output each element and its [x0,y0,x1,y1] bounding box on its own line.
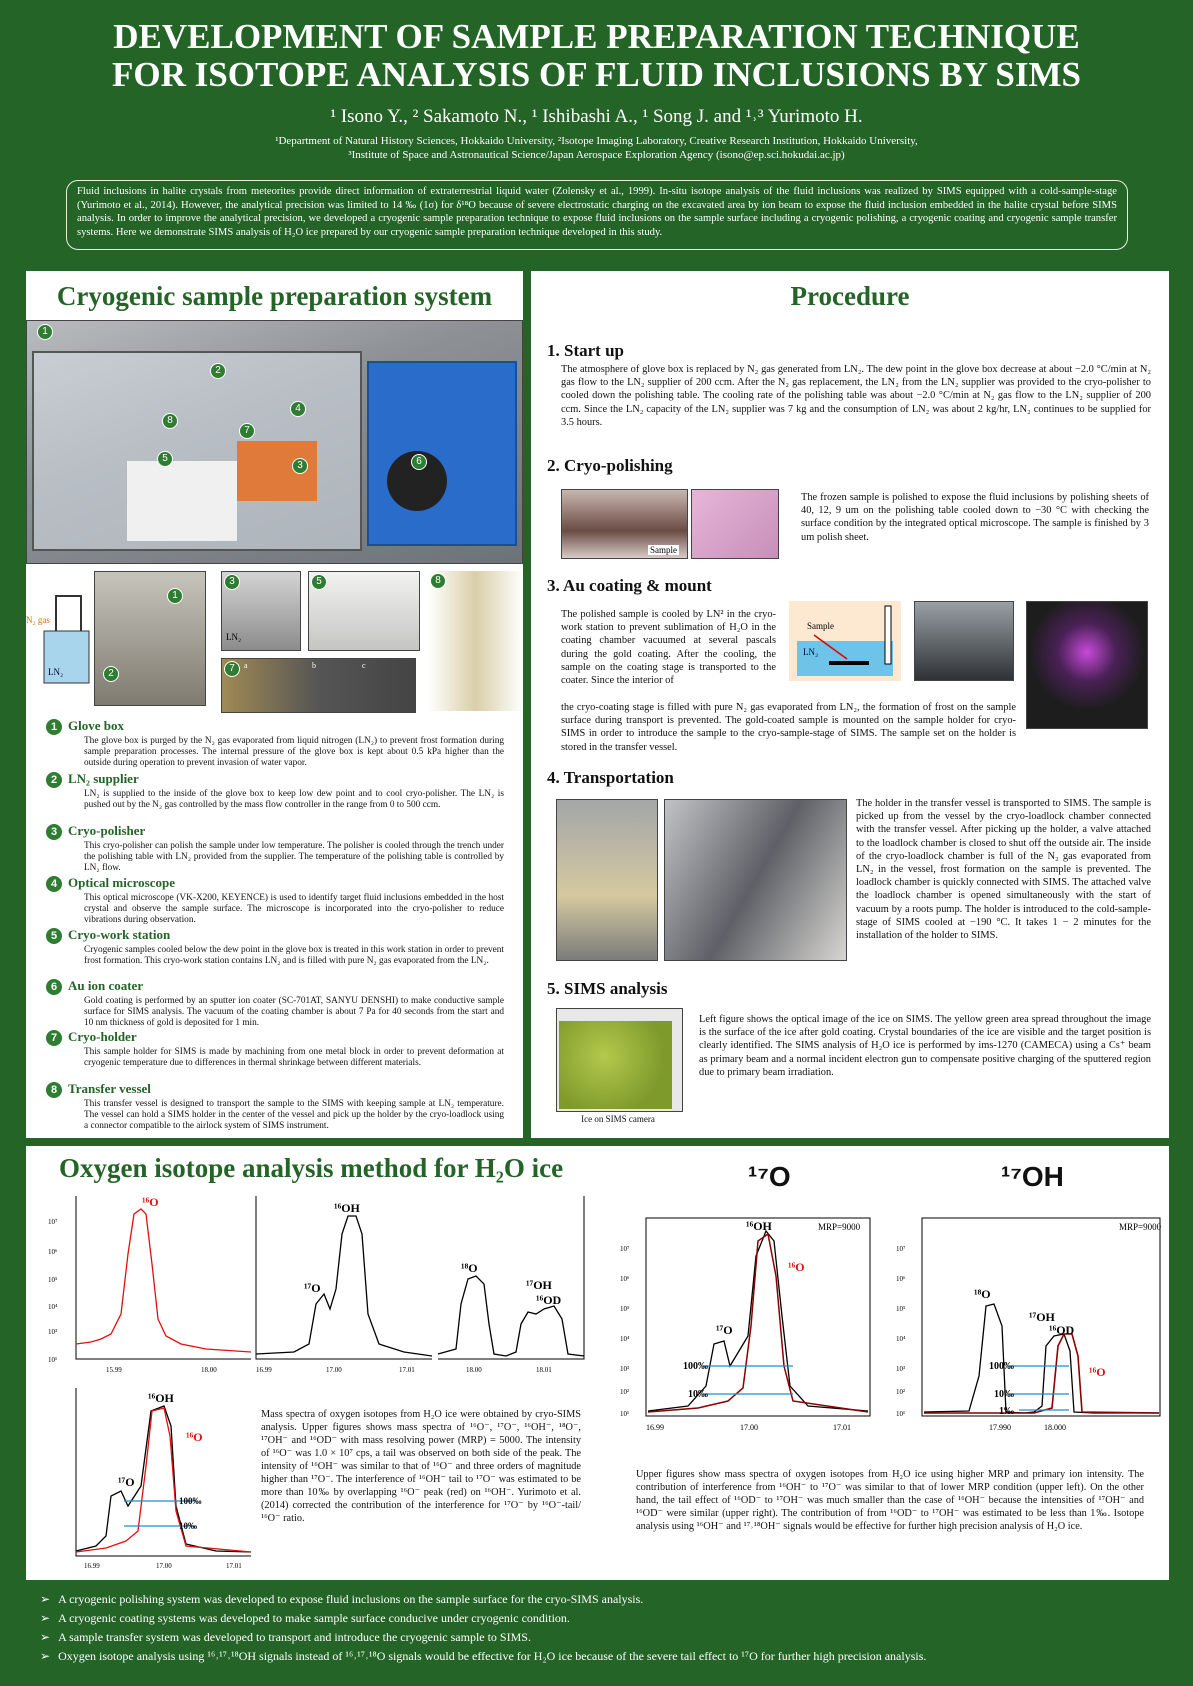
big-17o-label: ¹⁷O [748,1161,791,1192]
spectrum-17o-16oh-trace [256,1216,432,1356]
ln2-supplier-diagram [26,571,96,691]
spectrum-e-16o-label: ¹⁶O [788,1260,805,1274]
glove-box-photo [26,320,523,564]
spectrum-d-16o-label: ¹⁶O [186,1430,203,1444]
spectrum-16o-axes [76,1196,251,1359]
sims-camera-window [556,1008,683,1112]
cryo-polisher-photo [221,571,301,651]
cryo-holder-photos [221,658,416,713]
spectrum-e-y-6: 10² [620,1388,630,1396]
ln2-label: LN₂ [48,667,64,677]
poster-title [0,18,1193,94]
spectrum-e-tick-1: 16.99 [646,1423,664,1432]
procedure-title: Procedure [790,281,910,311]
polisher-closeup-photo [561,489,688,559]
cryogenic-system-panel [26,271,523,1138]
spectrum-e-y-1: 10⁷ [620,1245,630,1253]
spectrum-17o-16oh [254,1194,434,1376]
spectrum-f-y-1: 10⁷ [896,1245,906,1253]
spectrum-b-tick-3: 17.01 [399,1366,415,1374]
gold-coating-plasma-photo [1026,601,1148,729]
spectrum-f-y-2: 10⁶ [896,1275,906,1283]
spectrum-f-100-label: 100‰ [989,1361,1014,1372]
spectrum-f-red-trace [924,1334,1159,1413]
component-4-number: 4 [46,876,62,892]
spectrum-b-tick-2: 17.00 [326,1366,342,1374]
spectrum-e-y-7: 10¹ [620,1410,630,1418]
component-7-number: 7 [46,1030,62,1046]
spectrum-d-red-trace [76,1408,251,1552]
component-8-heading [46,1081,151,1098]
component-3-heading [46,823,145,840]
spectrum-16o-y-4: 10⁴ [48,1303,58,1311]
stage-post [885,606,891,664]
component-1-name: Glove box [68,718,124,733]
spectrum-18o-17oh-trace [438,1276,584,1356]
spectrum-e-y-2: 10⁶ [620,1275,630,1283]
polished-surface-photo [691,489,779,559]
spectrum-d-tick-2: 17.00 [156,1562,172,1570]
step-5-text: Left figure shows the optical image of the ice on SIMS. The yellow green area spread throughout the image is the surface of the ice after gold coating. Crystal boundaries of the ice are visible and the target position is clearly identified. The SIMS analysis of H₂O ice is performed by ims-1270 (CAMECA) using a Cs⁺ beam as primary beam and a normal incident electron gun to compensate positive charging of the sputtered region due to primary beam irradiation. [699,1014,1151,1078]
badge-6: 6 [411,454,427,470]
procedure-panel [531,271,1169,1138]
spectrum-e-16oh-label: ¹⁶OH [746,1219,772,1233]
spectrum-16o-tick-1: 15.99 [106,1366,122,1374]
n2-gas-label: N₂ gas [26,615,50,625]
conclusion-item-2: ➢ A cryogenic coating systems was developed to make sample surface conducive under cryogenic condition. [40,1609,1160,1628]
spectrum-e-y-4: 10⁴ [620,1335,630,1343]
component-1-text: The glove box is purged by the N₂ gas evaporated from liquid nitrogen (LN₂) to prevent frost formation during sample preparation processes. The internal pressure of the glove box is kept about 0.5 kPa higher than the outside during operation to prevent invasion of water vapor. [84,736,504,768]
step-5-heading: 5. SIMS analysis [547,979,668,998]
ln2-photo-label: LN₂ [226,632,242,642]
spectrum-d-100-label: 100‰ [179,1496,202,1506]
step-4-text: The holder in the transfer vessel is transported to SIMS. The sample is picked up from the vessel by the cryo-loadlock chamber connected with the transfer vessel. After picking up the holder, a valve attached to the loadlock chamber is closed to shut off the outside air. The inside of the cryo-loadlock chamber is full of the N₂ gas evaporated from LN₂ in the vessel, frost formation on the sample is prevented. The loadlock chamber is quickly connected with SIMS. The attached valve the loadlock chamber is opened simultaneously with the start of vacuum by a roots pump. The holder is introduced to the cold-sample-stage of SIMS cooled at −190 °C. It takes 1 − 2 minutes for the installation of the holder to SIMS. [856,798,1151,942]
spectrum-16o-trace [76,1209,251,1352]
spectrum-f-16o-label: ¹⁶O [1089,1365,1106,1379]
step-3-text-a: The polished sample is cooled by LN² in the cryo-work station to prevent sublimation of H₂O in the coating chamber vacuumed at several pascals during the gold coating. After the cooling, the sample on the coating stage is transported to the coater. Since the interior of [561,609,776,687]
component-3-number: 3 [46,824,62,840]
badge-5: 5 [157,451,173,467]
ln2-pipe [56,596,81,631]
spectrum-d-10-label: 10‰ [179,1521,197,1531]
spectrum-b-17o-label: ¹⁷O [304,1281,321,1295]
title-line-2: FOR ISOTOPE ANALYSIS OF FLUID INCLUSIONS BY SIMS [112,55,1081,94]
coating-sample-label: Sample [807,621,834,631]
spectrum-f-tick-1: 17.990 [989,1423,1011,1432]
component-7-name: Cryo-holder [68,1029,137,1044]
component-6-name: Au ion coater [68,978,144,993]
spectrum-e-mrp: MRP=9000 [818,1222,861,1232]
ln2-supplier-photo [94,571,206,706]
step-1-text: The atmosphere of glove box is replaced by N₂ gas generated from LN₂. The dew point in the glove box decrease at about −2.0 °C/min at N₂ gas flow to the LN₂ supplier of 200 ccm. After the N₂ gas replacement, the LN₂ from the LN₂ supplier was provided to the cryo-polisher to cooled down the polishing table. The cooling rate of the polishing table was about −2.0 °C/min at N₂ gas flow to the LN₂ supplier of 200 ccm. Since the LN₂ capacity of the LN₂ supplier was 7 kg and the consumption of LN₂ was about 2 kg/hr, LN₂ continues to be supplied for 3.5 hours. [561,364,1151,428]
cryogenic-system-title: Cryogenic sample preparation system [56,281,493,311]
spectrum-17o-16oh-axes [256,1196,432,1359]
spectrum-17oh-high-mrp [894,1216,1164,1438]
conclusions-list [40,1590,1160,1666]
spectrum-d-17o-label: ¹⁷O [118,1475,135,1489]
oxygen-analysis-panel [26,1146,1169,1580]
badge-photo-1: 1 [167,588,183,604]
spectrum-b-16oh-label: ¹⁶OH [334,1201,360,1215]
badge-8: 8 [162,413,178,429]
badge-photo-5: 5 [311,574,327,590]
spectrum-e-100-label: 100‰ [683,1361,708,1372]
badge-photo-3: 3 [224,574,240,590]
component-2-name: LN₂ supplier [68,771,139,786]
spectrum-f-y-5: 10³ [896,1365,906,1373]
coater-unit [367,361,517,546]
badge-7: 7 [239,423,255,439]
component-8-text: This transfer vessel is designed to transport the sample to the SIMS with keeping sample at LN₂ temperature. The vessel can hold a SIMS holder in the center of the vessel and pick up the holder by the cryo-loadlock using a connector compatible to the airlock system of SIMS instrument. [84,1099,504,1131]
spectrum-f-16od-label: ¹⁶OD [1049,1323,1075,1337]
spectrum-f-y-6: 10² [896,1388,906,1396]
spectrum-c-17oh-label: ¹⁷OH [526,1278,552,1292]
spectrum-e-y-3: 10⁵ [620,1305,630,1313]
component-7-heading [46,1029,137,1046]
abstract-box: Fluid inclusions in halite crystals from meteorites provide direct information of extraterrestrial liquid water (Zolensky et al., 1999). In-situ isotope analysis of the fluid inclusions was realized by SIMS equipped with a cold-sample-stage (Yurimoto et al., 2014). However, the analytical precision was limited to 14 ‰ (1σ) for δ¹⁸O because of severe electrostatic charging on the excavated area by ion beam to expose the fluid inclusion embedded in the halite crystal before SIMS analysis. In order to improve the analytical precision, we developed a cryogenic sample preparation technique to expose fluid inclusions on the sample surface including a cryogenic polishing, a cryogenic coating and cryogenic sample transfer systems. Here we demonstrate SIMS analysis of H₂O ice prepared by our cryogenic sample preparation technique developed in this study. [66,180,1128,250]
component-6-number: 6 [46,979,62,995]
spectrum-overlay-low-mrp [46,1386,256,1571]
step-3-heading: 3. Au coating & mount [547,576,712,595]
spectrum-d-axes [76,1388,251,1556]
component-5-heading [46,927,170,944]
spectrum-f-18o-label: ¹⁸O [974,1287,991,1301]
big-17oh-label: ¹⁷OH [1001,1161,1064,1192]
spectrum-e-tick-2: 17.00 [740,1423,758,1432]
spectrum-f-10-label: 10‰ [994,1389,1014,1400]
badge-photo-8: 8 [430,573,446,589]
spectrum-16o-tick-2: 18.00 [201,1366,217,1374]
spectrum-16o-y-2: 10⁶ [48,1248,58,1256]
spectrum-16o-y-3: 10⁵ [48,1276,58,1284]
badge-2: 2 [210,363,226,379]
affiliation-line-2: ³Institute of Space and Astronautical Science/Japan Aerospace Exploration Agency (isono@ep.sci.hokudai.ac.jp) [348,149,845,161]
coating-ln2-label: LN₂ [803,647,819,657]
spectrum-16o-label: ¹⁶O [142,1195,159,1209]
spectrum-e-tick-3: 17.01 [833,1423,851,1432]
coater-inside-photo [914,601,1014,681]
badge-4: 4 [290,401,306,417]
title-line-1: DEVELOPMENT OF SAMPLE PREPARATION TECHNIQUE [113,17,1080,56]
authors: ¹ Isono Y., ² Sakamoto N., ¹ Ishibashi A., ¹ Song J. and ¹˒³ Yurimoto H. [330,106,863,127]
spectrum-16o-y-5: 10³ [48,1328,58,1336]
spectrum-e-17o-label: ¹⁷O [716,1323,733,1337]
spectrum-c-tick-1: 18.00 [466,1366,482,1374]
component-3-text: This cryo-polisher can polish the sample under low temperature. The polisher is cooled through the trench under the polishing table with LN₂ provided from the supplier. The temperature of the polishing table is controlled by LN₂ flow. [84,841,504,873]
component-2-heading [46,771,139,788]
badge-1: 1 [37,324,53,340]
spectrum-e-y-5: 10³ [620,1365,630,1373]
spectrum-d-16oh-label: ¹⁶OH [148,1391,174,1405]
badge-photo-2: 2 [103,666,119,682]
step-3-text-b: the cryo-coating stage is filled with pure N₂ gas evaporated from LN₂, the formation of frost on the sample surface during transport is prevented. The gold-coated sample is mounted on the sample holder for cryo-SIMS in order to introduce the sample to the cryo-sample-stage of SIMS. The sample set on the holder is stored in the transfer vessel. [561,702,1016,751]
spectrum-f-y-3: 10⁵ [896,1305,906,1313]
sub-label-c: c [362,661,366,670]
coating-stage-diagram [789,601,901,681]
spectrum-16o-y-1: 10⁷ [48,1218,58,1226]
spectrum-c-tick-2: 18.01 [536,1366,552,1374]
component-1-heading [46,718,124,735]
spectrum-f-y-7: 10¹ [896,1410,906,1418]
sims-camera-caption: Ice on SIMS camera [581,1114,655,1124]
component-5-number: 5 [46,928,62,944]
transfer-vessel-photo [428,571,523,711]
spectrum-c-18o-label: ¹⁸O [461,1261,478,1275]
polisher-sample-label: Sample [650,545,677,555]
spectrum-c-16od-label: ¹⁶OD [536,1293,562,1307]
work-station-tray [127,461,237,541]
component-2-number: 2 [46,772,62,788]
conclusion-item-3: ➢ A sample transfer system was developed to transport and introduce the cryogenic sample to SIMS. [40,1628,1160,1647]
stage-plate [829,661,869,665]
badge-3: 3 [292,458,308,474]
spectrum-18o-17oh [436,1194,586,1376]
spectrum-18o-17oh-axes [438,1196,584,1359]
spectrum-17o-high-mrp [618,1216,872,1438]
spectrum-16o-y-7: 10¹ [48,1356,58,1364]
component-3-name: Cryo-polisher [68,823,146,838]
step-4-heading: 4. Transportation [547,768,674,787]
spectrum-f-y-4: 10⁴ [896,1335,906,1343]
spectrum-f-1-label: 1‰ [999,1406,1014,1417]
conclusion-item-1: ➢ A cryogenic polishing system was developed to expose fluid inclusions on the sample surface for the cryo-SIMS analysis. [40,1590,1160,1609]
spectrum-e-10-label: 10‰ [688,1389,708,1400]
transfer-vessel-handling-photo [556,799,658,961]
component-4-name: Optical microscope [68,875,175,890]
spectrum-d-tick-3: 17.01 [226,1562,242,1570]
component-4-heading [46,875,175,892]
affiliations [0,134,1193,162]
sub-label-b: b [312,661,316,670]
high-mrp-description: Upper figures show mass spectra of oxygen isotopes from H₂O ice using higher MRP and primary ion intensity. The contribution of interference from ¹⁶OH⁻ to ¹⁷O⁻ was similar to that of lower MRP condition (upper left). On the other hand, the tail effect of ¹⁶OD⁻ to ¹⁷OH⁻ was much smaller than the case of ¹⁶OH⁻ because the intensities of ¹⁷OH⁻ and ¹⁶OD⁻ were similar (upper right). The contribution of from ¹⁶OD⁻ to ¹⁷OH⁻ was estimated to be less than 1‰. Isotope analysis using ¹⁶OH⁻ and ¹⁷˒¹⁸OH⁻ signals would be effective for further high precision analysis of H₂O ice. [636,1469,1144,1532]
spectrum-16o [46,1194,256,1376]
step-1-heading: 1. Start up [547,341,624,360]
step-2-heading: 2. Cryo-polishing [547,456,673,475]
affiliation-line-1: ¹Department of Natural History Sciences, Hokkaido University, ²Isotope Imaging Laboratory, Creative Research Institution, Hokkaido University, [275,135,918,147]
spectrum-f-tick-2: 18.000 [1044,1423,1066,1432]
badge-photo-7: 7 [224,661,240,677]
component-2-text: LN₂ is supplied to the inside of the glove box to keep low dew point and to cool cryo-polisher. The LN₂ is pushed out by the N₂ gas controlled by the mass flow controller in the range from 0 to 500 ccm. [84,789,504,810]
conclusion-item-4: ➢ Oxygen isotope analysis using ¹⁶˒¹⁷˒¹⁸OH signals instead of ¹⁶˒¹⁷˒¹⁸O signals would be effective for H₂O ice because of the severe tail effect to ¹⁷O for further high precision analysis. [40,1647,1160,1666]
spectrum-f-17oh-label: ¹⁷OH [1029,1310,1055,1324]
spectrum-e-black-trace [648,1231,868,1411]
component-1-number: 1 [46,719,62,735]
spectrum-d-tick-1: 16.99 [84,1562,100,1570]
sims-loadlock-photo [664,799,847,961]
component-6-text: Gold coating is performed by an sputter ion coater (SC-701AT, SANYU DENSHI) to make conductive sample surface for SIMS analysis. The vacuum of the coating chamber is about 7 Pa for 40 seconds from the start and 10 nm thickness of gold is deposited for 1 min. [84,996,504,1028]
component-8-number: 8 [46,1082,62,1098]
component-8-name: Transfer vessel [68,1081,151,1096]
cryo-work-station-photo [308,571,420,651]
ice-surface-image [559,1021,672,1109]
component-5-name: Cryo-work station [68,927,171,942]
spectrum-e-red-trace [648,1234,868,1412]
spectrum-d-black-trace [76,1406,251,1552]
oxygen-analysis-title: Oxygen isotope analysis method for H₂O ice [59,1153,564,1183]
component-6-heading [46,978,143,995]
spectrum-f-mrp: MRP=9000 [1119,1222,1162,1232]
sub-label-a: a [244,661,248,670]
step-2-text: The frozen sample is polished to expose the fluid inclusions by polishing sheets of 40, 12, 9 um on the polishing table cooled down to −30 °C with checking the surface condition by the integrated optical microscope. The sample is finished by 3 um polish sheet. [801,492,1149,543]
component-4-text: This optical microscope (VK-X200, KEYENCE) is used to identify target fluid inclusions embedded in the host crystal and observe the sample surface. The microscope is incorporated into the cryo-polisher to reduce vibrations during observation. [84,893,504,925]
spectrum-b-tick-1: 16.99 [256,1366,272,1374]
component-7-text: This sample holder for SIMS is made by machining from one metal block in order to prevent deformation at cryogenic temperature due to differences in thermal shrinkage between different materials. [84,1047,504,1068]
component-5-text: Cryogenic samples cooled below the dew point in the glove box is treated in this work station in order to prevent frost formation. This cryo-work station contains LN₂ and is filled with pure N₂ gas evaporated from the LN₂. [84,945,504,966]
low-mrp-description: Mass spectra of oxygen isotopes from H₂O ice were obtained by cryo-SIMS analysis. Upper figures shows mass spectra of ¹⁶O⁻, ¹⁷O⁻, ¹⁶OH⁻, ¹⁸O⁻, ¹⁷OH⁻ and ¹⁶OD⁻ with mass resolving power (MRP) = 5000. The intensity of ¹⁶O⁻ was 1.0 × 10⁷ cps, a tail was observed on both side of the peak. The intensity of ¹⁶OH⁻ was similar to that of ¹⁶O⁻ and three orders of magnitude higher than ¹⁷O⁻. The interference of ¹⁶OH⁻ tail to ¹⁷O⁻ was estimated to be more than 10‰ by overlapping ¹⁶O⁻ peak (red) on ¹⁶OH⁻. Yurimoto et al. (2014) corrected the contribution of the interference for ¹⁷O⁻ by ¹⁶O⁻-tail/¹⁶O⁻ ratio. [261,1409,581,1524]
